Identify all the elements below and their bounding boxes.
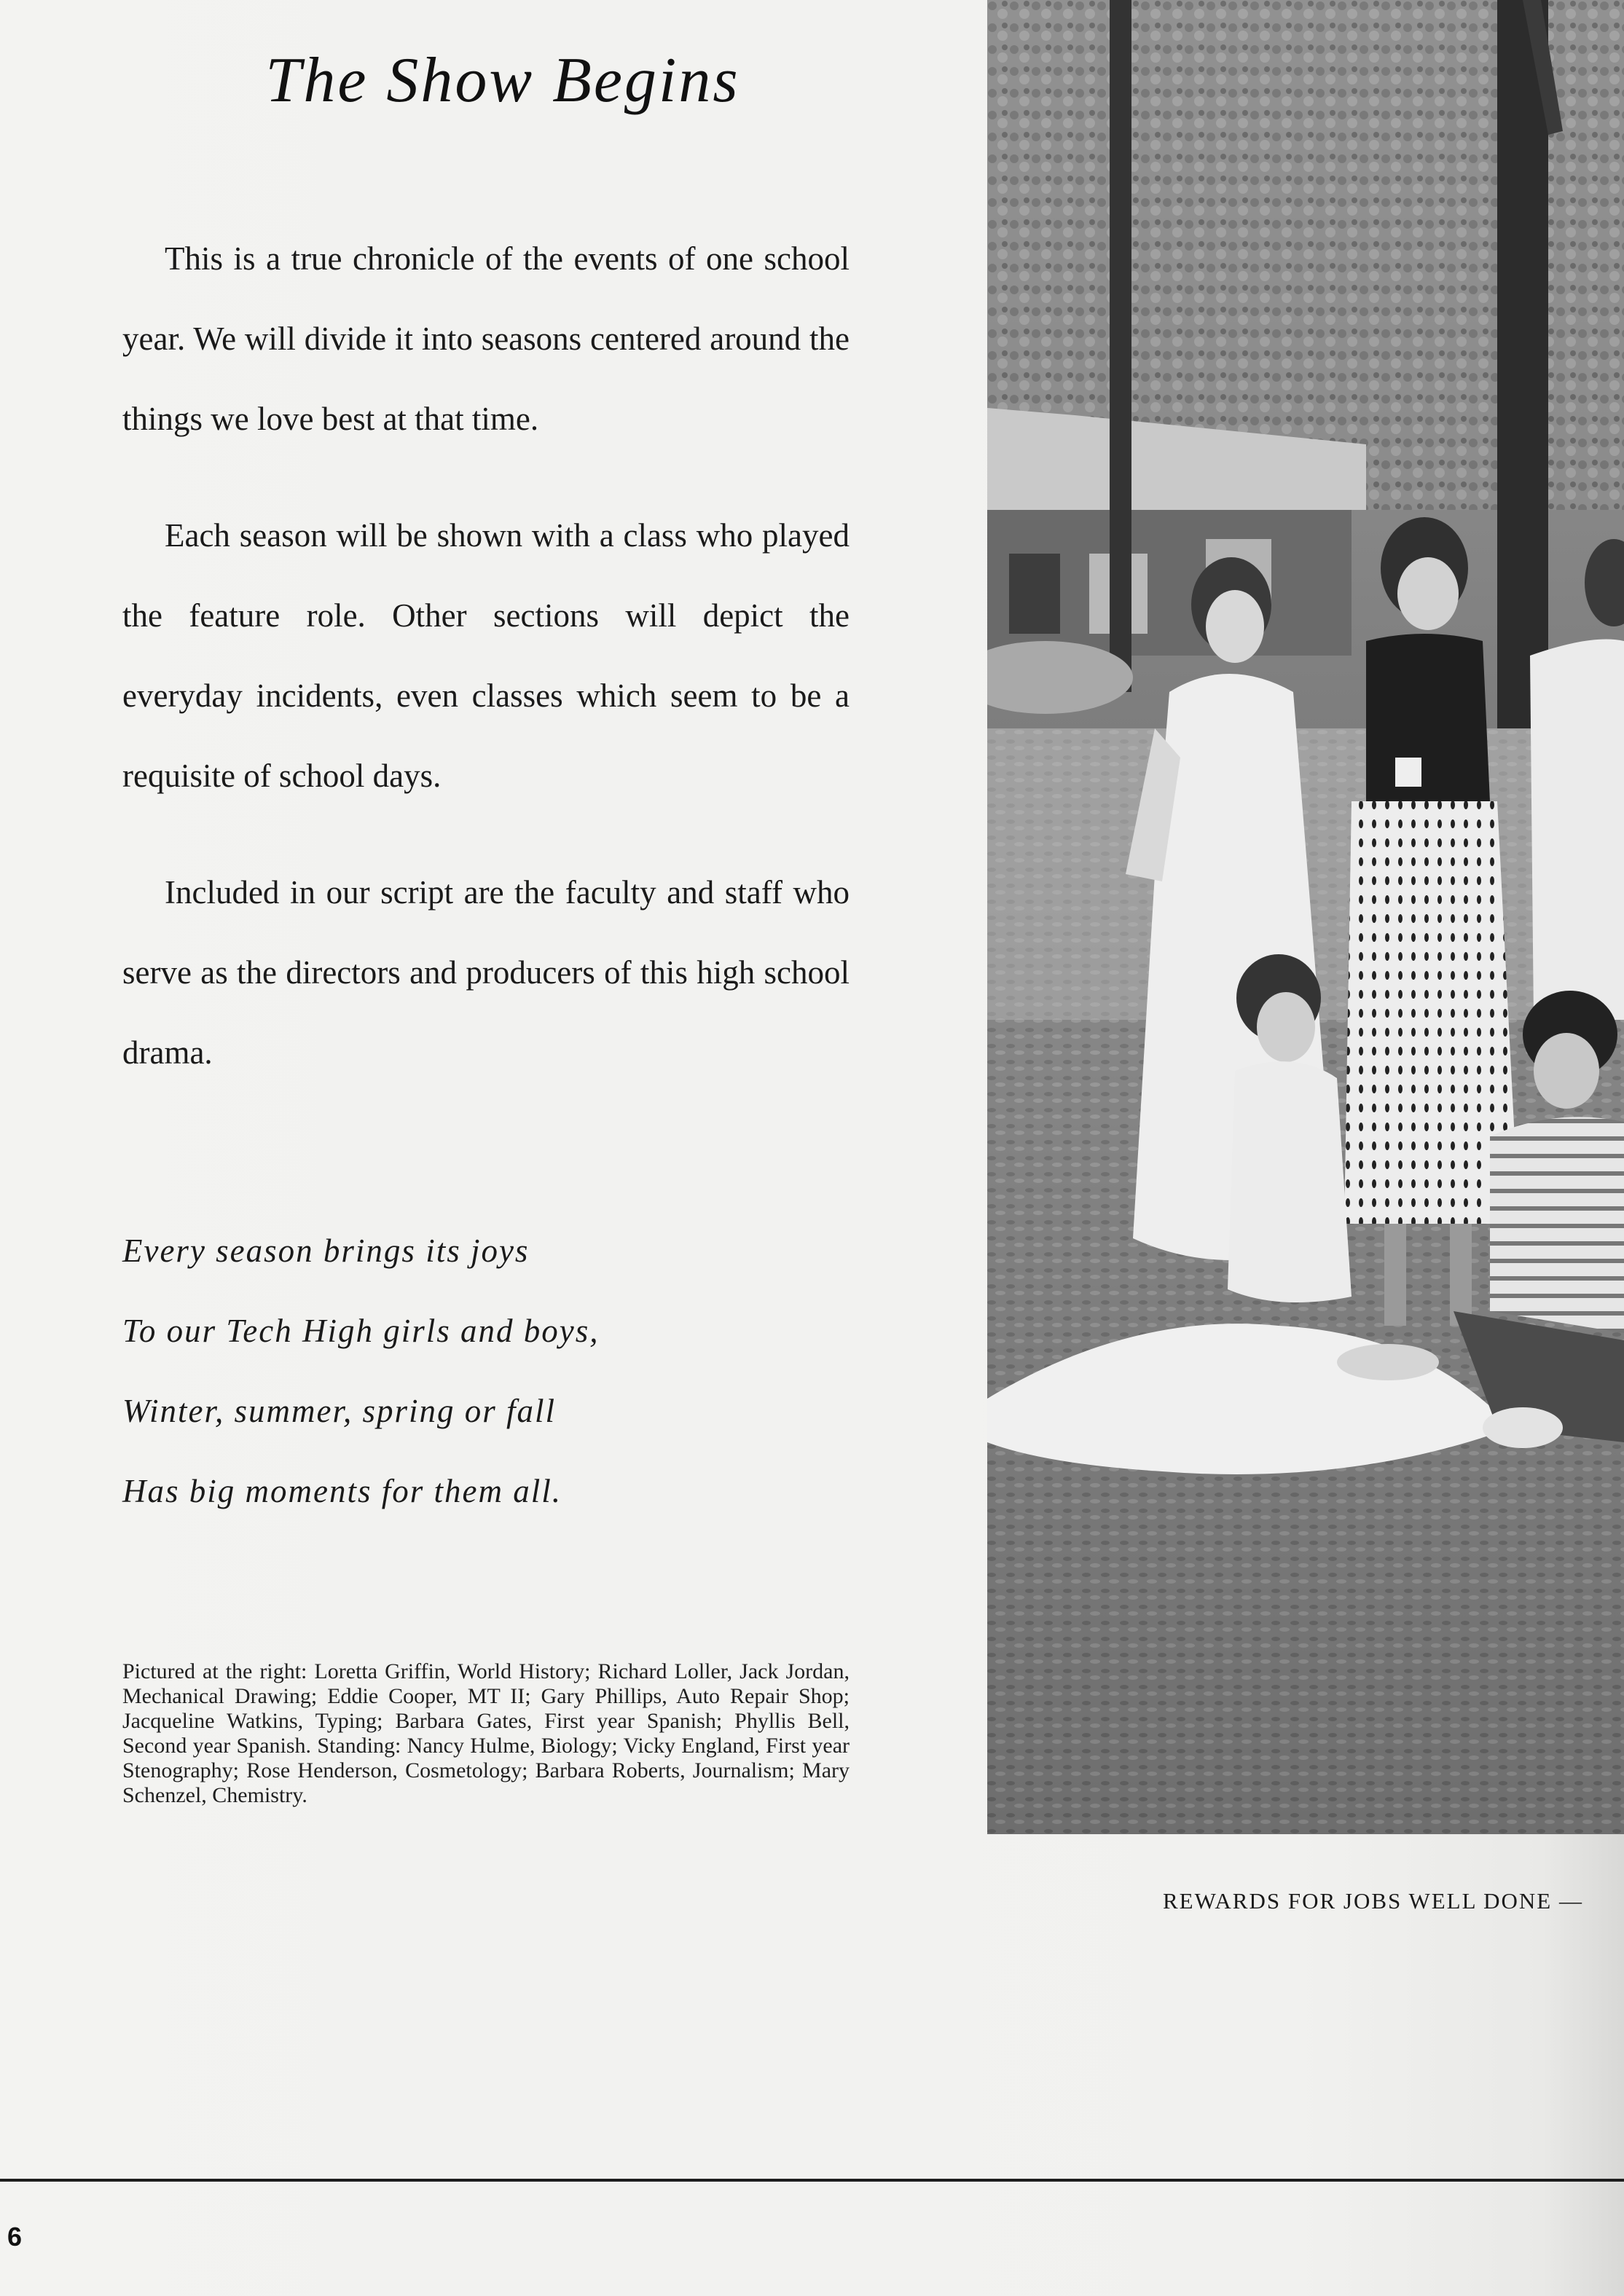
intro-paragraph-2: Each season will be shown with a class who played the feature role. Other sections will depict the everyday incidents, even classes which seem to be a requisite of school days.: [122, 517, 850, 794]
footer-rule: [0, 2179, 1624, 2182]
intro-paragraph-1: This is a true chronicle of the events of one school year. We will divide it into seasons centered around the things we love best at that time.: [122, 240, 850, 437]
intro-paragraph-3: Included in our script are the faculty and staff who serve as the directors and producers of this high school drama.: [122, 874, 850, 1071]
poem: [122, 1211, 850, 1531]
poem-line-3: Winter, summer, spring or fall: [122, 1393, 557, 1429]
poem-line-2: To our Tech High girls and boys,: [122, 1313, 600, 1349]
students-photo: [987, 0, 1624, 1834]
intro-text: [122, 219, 850, 1093]
page-title: The Show Begins: [265, 45, 740, 116]
poem-line-1: Every season brings its joys: [122, 1232, 530, 1269]
poem-line-4: Has big moments for them all.: [122, 1473, 562, 1509]
photo-caption: REWARDS FOR JOBS WELL DONE —: [1162, 1888, 1583, 1914]
page-number: 6: [7, 2222, 23, 2252]
photo-credit-caption: Pictured at the right: Loretta Griffin, World History; Richard Loller, Jack Jordan, Mechanical Drawing; Eddie Cooper, MT II; Gary Phillips, Auto Repair Shop; Jacqueline Watkins, Typing; Barbara Gates, First year Spanish; Phyllis Bell, Second year Spanish. Standing: Nancy Hulme, Biology; Vicky England, First year Stenography; Rose Henderson, Cosmetology; Barbara Roberts, Journalism; Mary Schenzel, Chemistry.: [122, 1659, 850, 1807]
